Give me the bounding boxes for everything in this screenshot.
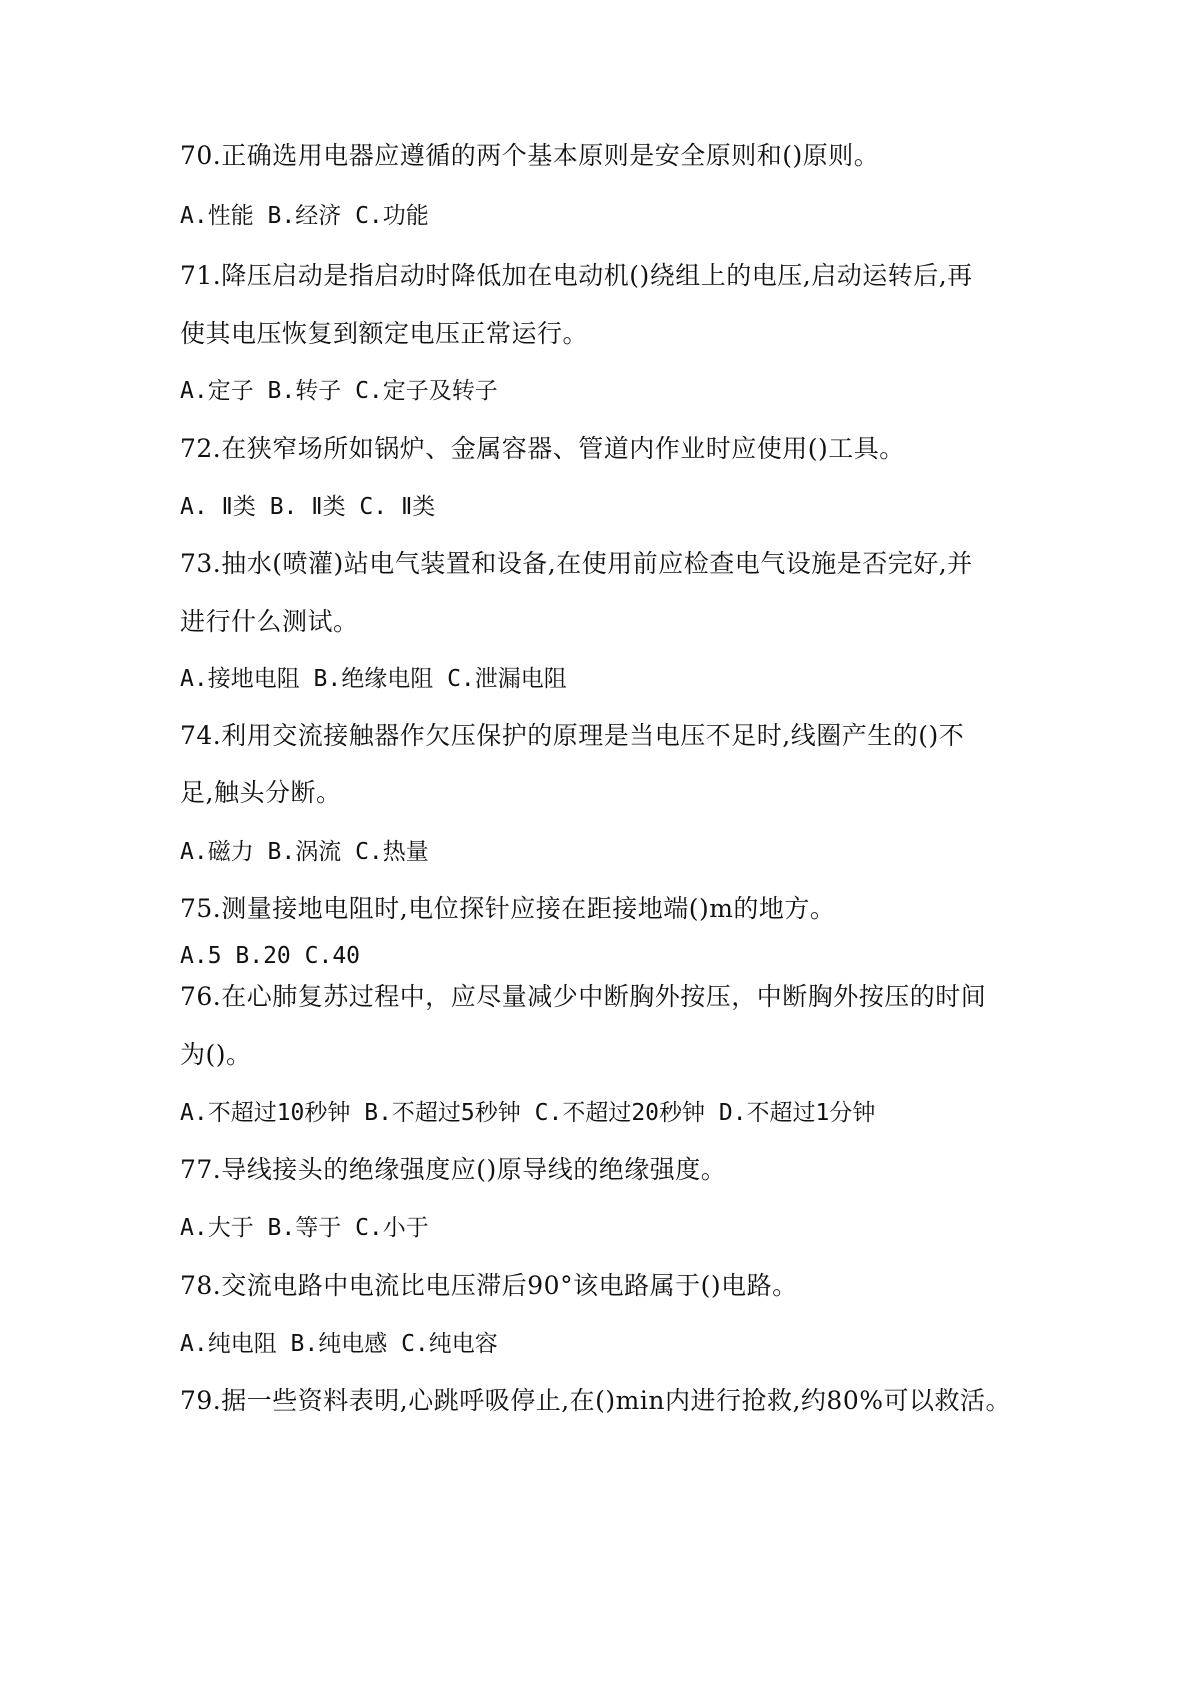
question-75-text: 75.测量接地电阻时,电位探针应接在距接地端()m的地方。 — [180, 894, 836, 923]
question-78-options: A.纯电阻 B.纯电感 C.纯电容 — [180, 1331, 498, 1357]
question-73-text: 73.抽水(喷灌)站电气装置和设备,在使用前应检查电气设施是否完好,并 — [180, 549, 973, 578]
question-71-text: 71.降压启动是指启动时降低加在电动机()绕组上的电压,启动运转后,再 — [180, 261, 973, 290]
question-74-options: A.磁力 B.涡流 C.热量 — [180, 839, 429, 865]
question-74-text-cont: 足,触头分断。 — [180, 778, 342, 807]
question-79-text: 79.据一些资料表明,心跳呼吸停止,在()min内进行抢救,约80%可以救活。 — [180, 1386, 1011, 1415]
question-78-text: 78.交流电路中电流比电压滞后90°该电路属于()电路。 — [180, 1271, 798, 1300]
question-70-text: 70.正确选用电器应遵循的两个基本原则是安全原则和()原则。 — [180, 141, 880, 170]
question-72-options: A. Ⅱ类 B. Ⅱ类 C. Ⅱ类 — [180, 494, 436, 520]
question-76-text: 76.在心肺复苏过程中，应尽量减少中断胸外按压，中断胸外按压的时间 — [180, 982, 987, 1011]
question-76-options: A.不超过10秒钟 B.不超过5秒钟 C.不超过20秒钟 D.不超过1分钟 — [180, 1100, 876, 1126]
question-72-text: 72.在狭窄场所如锅炉、金属容器、管道内作业时应使用()工具。 — [180, 434, 905, 463]
question-77-options: A.大于 B.等于 C.小于 — [180, 1215, 429, 1241]
question-73-options: A.接地电阻 B.绝缘电阻 C.泄漏电阻 — [180, 666, 567, 692]
question-77-text: 77.导线接头的绝缘强度应()原导线的绝缘强度。 — [180, 1155, 727, 1184]
question-73-text-cont: 进行什么测试。 — [180, 607, 359, 636]
question-76-text-cont: 为()。 — [180, 1040, 252, 1069]
question-70-options: A.性能 B.经济 C.功能 — [180, 203, 429, 229]
question-74-text: 74.利用交流接触器作欠压保护的原理是当电压不足时,线圈产生的()不 — [180, 721, 965, 750]
question-71-options: A.定子 B.转子 C.定子及转子 — [180, 378, 498, 404]
question-71-text-cont: 使其电压恢复到额定电压正常运行。 — [180, 319, 589, 348]
question-75-options: A.5 B.20 C.40 — [180, 943, 361, 969]
